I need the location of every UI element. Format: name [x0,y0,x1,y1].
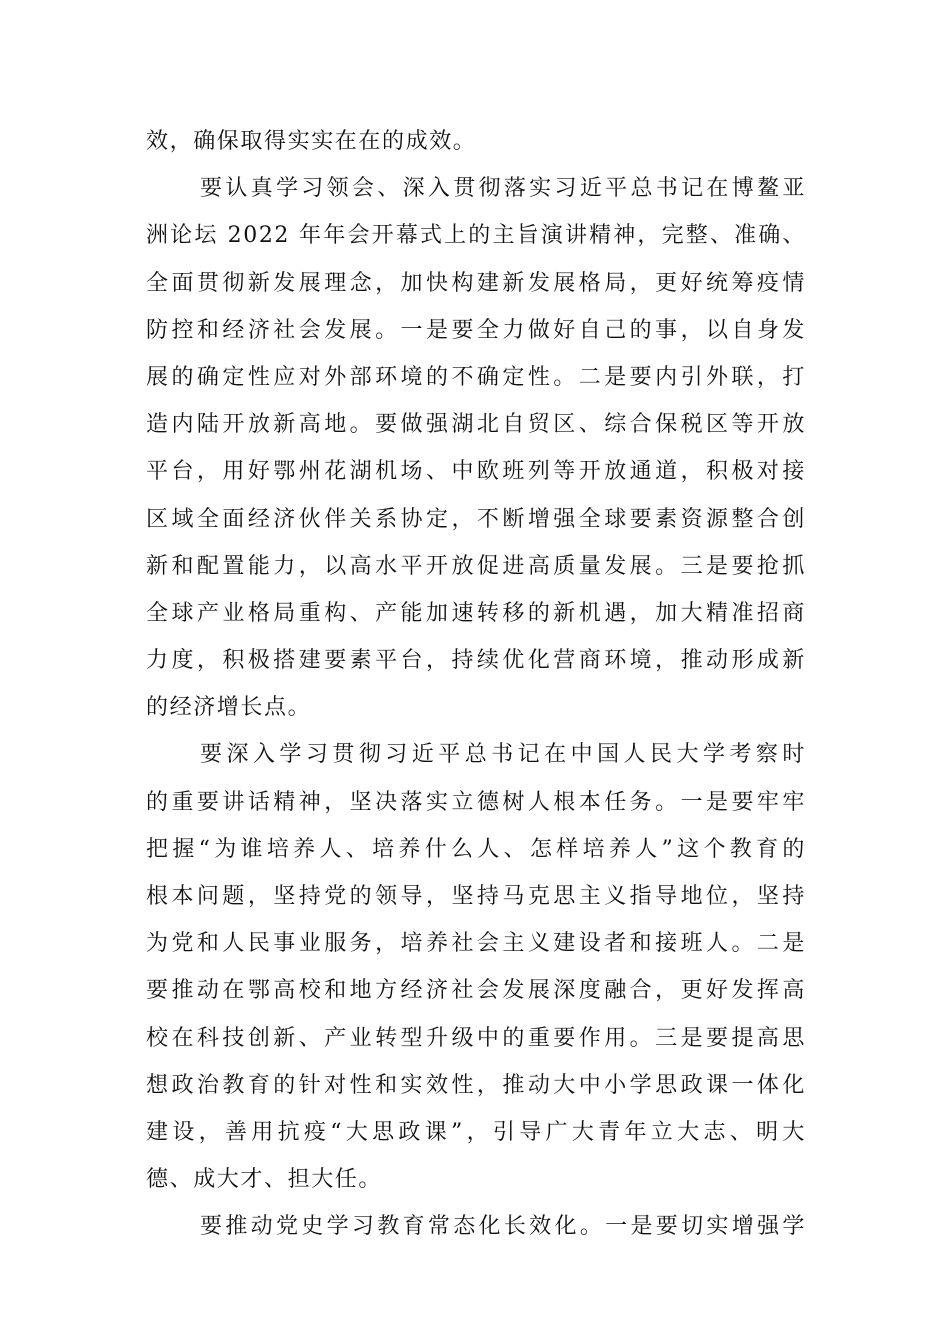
text-line: 把握“为谁培养人、培养什么人、怎样培养人”这个教育的 [146,836,806,862]
text-line: 平台，用好鄂州花湖机场、中欧班列等开放通道，积极对接 [146,459,806,485]
text-line: 的重要讲话精神，坚决落实立德树人根本任务。一是要牢牢 [146,789,806,815]
text-line: 展的确定性应对外部环境的不确定性。二是要内引外联，打 [146,364,806,390]
paragraph-start-line: 要认真学习领会、深入贯彻落实习近平总书记在博鳌亚 [200,176,806,202]
text-line: 想政治教育的针对性和实效性，推动大中小学思政课一体化 [146,1072,806,1098]
text-line: 效，确保取得实实在在的成效。 [146,129,477,154]
text-line: 造内陆开放新高地。要做强湖北自贸区、综合保税区等开放 [146,412,806,438]
text-line: 洲论坛 2022 年年会开幕式上的主旨演讲精神，完整、准确、 [146,223,806,249]
text-line: 新和配置能力，以高水平开放促进高质量发展。三是要抢抓 [146,553,806,579]
text-line: 要推动在鄂高校和地方经济社会发展深度融合，更好发挥高 [146,978,806,1004]
document-body [146,118,806,1251]
text-line: 根本问题，坚持党的领导，坚持马克思主义指导地位，坚持 [146,884,806,909]
text-line: 校在科技创新、产业转型升级中的重要作用。三是要提高思 [146,1025,806,1051]
paragraph-start-line: 要深入学习贯彻习近平总书记在中国人民大学考察时 [200,742,806,768]
text-line: 区域全面经济伙伴关系协定，不断增强全球要素资源整合创 [146,506,806,532]
text-line: 建设，善用抗疫“大思政课”，引导广大青年立大志、明大 [146,1119,806,1145]
text-line: 全球产业格局重构、产能加速转移的新机遇，加大精准招商 [146,600,806,626]
paragraph-start-line: 要推动党史学习教育常态化长效化。一是要切实增强学 [200,1214,806,1240]
text-line: 防控和经济社会发展。一是要全力做好自己的事，以自身发 [146,317,806,343]
text-line: 德、成大才、担大任。 [146,1167,383,1193]
text-line: 的经济增长点。 [146,695,312,721]
text-line: 全面贯彻新发展理念，加快构建新发展格局，更好统筹疫情 [146,270,806,296]
text-line: 力度，积极搭建要素平台，持续优化营商环境，推动形成新 [146,648,806,674]
text-line: 为党和人民事业服务，培养社会主义建设者和接班人。二是 [146,931,806,957]
